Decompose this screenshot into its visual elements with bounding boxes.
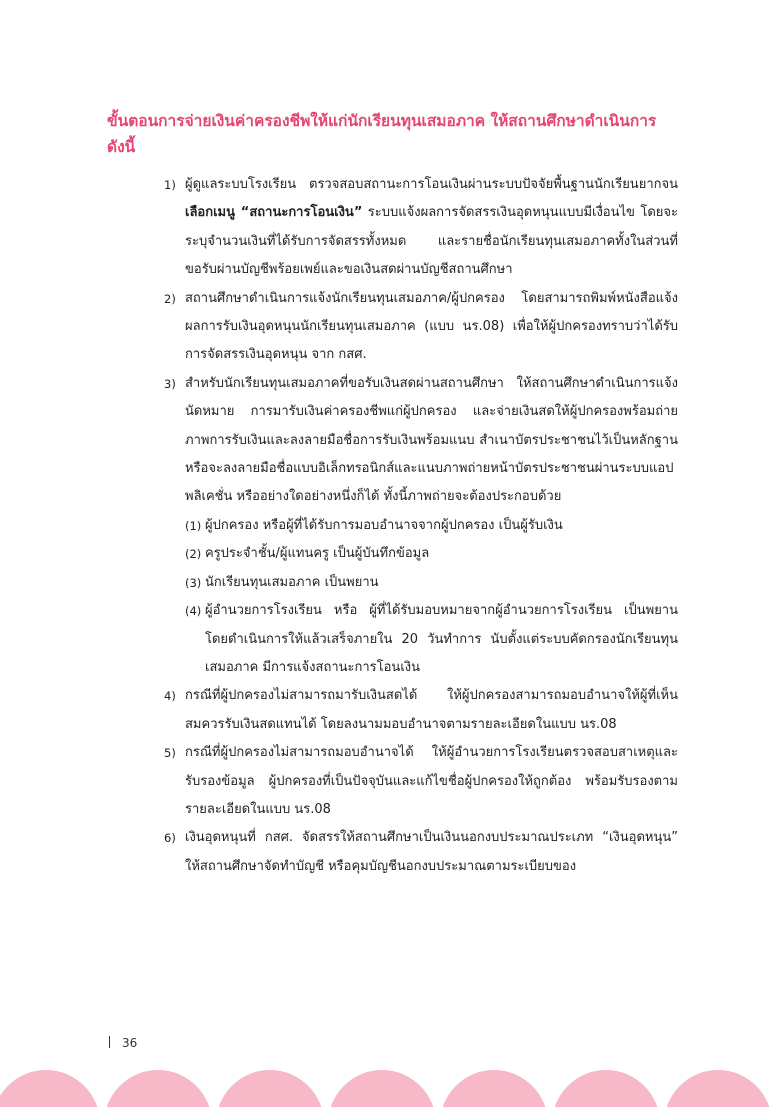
sub-item-text: ครูประจำชั้น/ผู้แทนครู เป็นผู้บันทึกข้อมูล [205,546,430,562]
sub-item-4 [185,597,678,682]
sub-item-text: นักเรียนทุนเสมอภาค เป็นพยาน [205,574,379,590]
item-number: 6) [164,831,176,846]
item-text: เงินอุดหนุนที่ กสศ. จัดสรรให้สถานศึกษาเป็นเงินนอกงบประมาณประเภท “เงินอุดหนุน” ให้สถานศึกษาจัดทำบัญชี หรือคุมบัญชีนอกงบประมาณตามระเบียบของ [185,830,678,874]
sub-item-number: (3) [185,575,202,590]
item-number: 5) [164,746,176,761]
decorative-circles-band [0,1070,783,1107]
decorative-circle [552,1070,660,1107]
section-heading: ขั้นตอนการจ่ายเงินค่าครองชีพให้แก่นักเรียนทุนเสมอภาค ให้สถานศึกษาดำเนินการ ดังนี้ [107,112,657,156]
decorative-circle [440,1070,548,1107]
sub-item-number: (2) [185,547,202,562]
list-item-1 [164,171,678,285]
page-footer [109,1036,137,1050]
item-text: สำหรับนักเรียนทุนเสมอภาคที่ขอรับเงินสดผ่านสถานศึกษา ให้สถานศึกษาดำเนินการแจ้งนัดหมาย การมารับเงินค่าครองชีพแก่ผู้ปกครอง และจ่ายเงินสดให้ผู้ปกครองพร้อมถ่ายภาพการรับเงินและลงลายมือชื่อการรับเงินพร้อมแนบ สำเนาบัตรประชาชนไว้เป็นหลักฐาน หรือจะลงลายมือชื่อแบบอิเล็กทรอนิกส์และแนบภาพถ่ายหน้าบัตรประชาชนผ่านระบบแอปพลิเคชั่น หรืออย่างใดอย่างหนึ่งก็ได้ ทั้งนี้ภาพถ่ายจะต้องประกอบด้วย [185,375,678,505]
sub-item-text: ผู้ปกครอง หรือผู้ที่ได้รับการมอบอำนาจจากผู้ปกครอง เป็นผู้รับเงิน [205,517,563,533]
list-item-4 [164,682,678,739]
sub-item-3 [185,569,678,597]
procedure-list [164,171,678,881]
item-text: ผู้ดูแลระบบโรงเรียน ตรวจสอบสถานะการโอนเงินผ่านระบบปัจจัยพื้นฐานนักเรียนยากจน เลือกเมนู “สถานะการโอนเงิน” ระบบแจ้งผลการจัดสรรเงินอุดหนุนแบบมีเงื่อนไข โดยจะระบุจำนวนเงินที่ได้รับการจัดสรรทั้งหมด และรายชื่อนักเรียนทุนเสมอภาคทั้งในส่วนที่ขอรับผ่านบัญชีพร้อยเพย์และขอเงินสดผ่านบัญชีสถานศึกษา [185,177,678,278]
decorative-circle [216,1070,324,1107]
item-text: สถานศึกษาดำเนินการแจ้งนักเรียนทุนเสมอภาค/ผู้ปกครอง โดยสามารถพิมพ์หนังสือแจ้งผลการรับเงินอุดหนุนนักเรียนทุนเสมอภาค (แบบ นร.08) เพื่อให้ผู้ปกครองทราบว่าได้รับการจัดสรรเงินอุดหนุน จาก กสศ. [185,290,678,363]
footer-divider [109,1036,110,1048]
item-number: 3) [164,376,176,391]
sub-item-number: (1) [185,518,202,533]
menu-highlight: เลือกเมนู “สถานะการโอนเงิน” [185,205,363,221]
item-text: กรณีที่ผู้ปกครองไม่สามารถมอบอำนาจได้ ให้ผู้อำนวยการโรงเรียนตรวจสอบสาเหตุและรับรองข้อมูล ผู้ปกครองที่เป็นปัจจุบันและแก้ไขชื่อผู้ปกครองให้ถูกต้อง พร้อมรับรองตามรายละเอียดในแบบ นร.08 [185,745,678,817]
sub-item-number: (4) [185,604,202,619]
sub-item-text: ผู้อำนวยการโรงเรียน หรือ ผู้ที่ได้รับมอบหมายจากผู้อำนวยการโรงเรียน เป็นพยาน โดยดำเนินการให้แล้วเสร็จภายใน 20 วันทำการ นับตั้งแต่ระบบคัดกรองนักเรียนทุนเสมอภาค มีการแจ้งสถานะการโอนเงิน [205,603,678,675]
item-number: 2) [164,291,176,306]
list-item-5 [164,739,678,824]
decorative-circle [664,1070,772,1107]
sub-item-2 [185,540,678,568]
decorative-circle [104,1070,212,1107]
list-item-6 [164,824,678,881]
item-number: 4) [164,689,176,704]
decorative-circle [0,1070,100,1107]
item-number: 1) [164,178,176,192]
item-text: กรณีที่ผู้ปกครองไม่สามารถมารับเงินสดได้ ให้ผู้ปกครองสามารถมอบอำนาจให้ผู้ที่เห็นสมควรรับเงินสดแทนได้ โดยลงนามมอบอำนาจตามรายละเอียดในแบบ นร.08 [185,688,678,732]
sub-item-1 [185,512,678,540]
sub-list [185,512,678,682]
list-item-3 [164,370,678,682]
page-number: 36 [122,1036,138,1050]
list-item-2 [164,285,678,370]
decorative-circle [328,1070,436,1107]
